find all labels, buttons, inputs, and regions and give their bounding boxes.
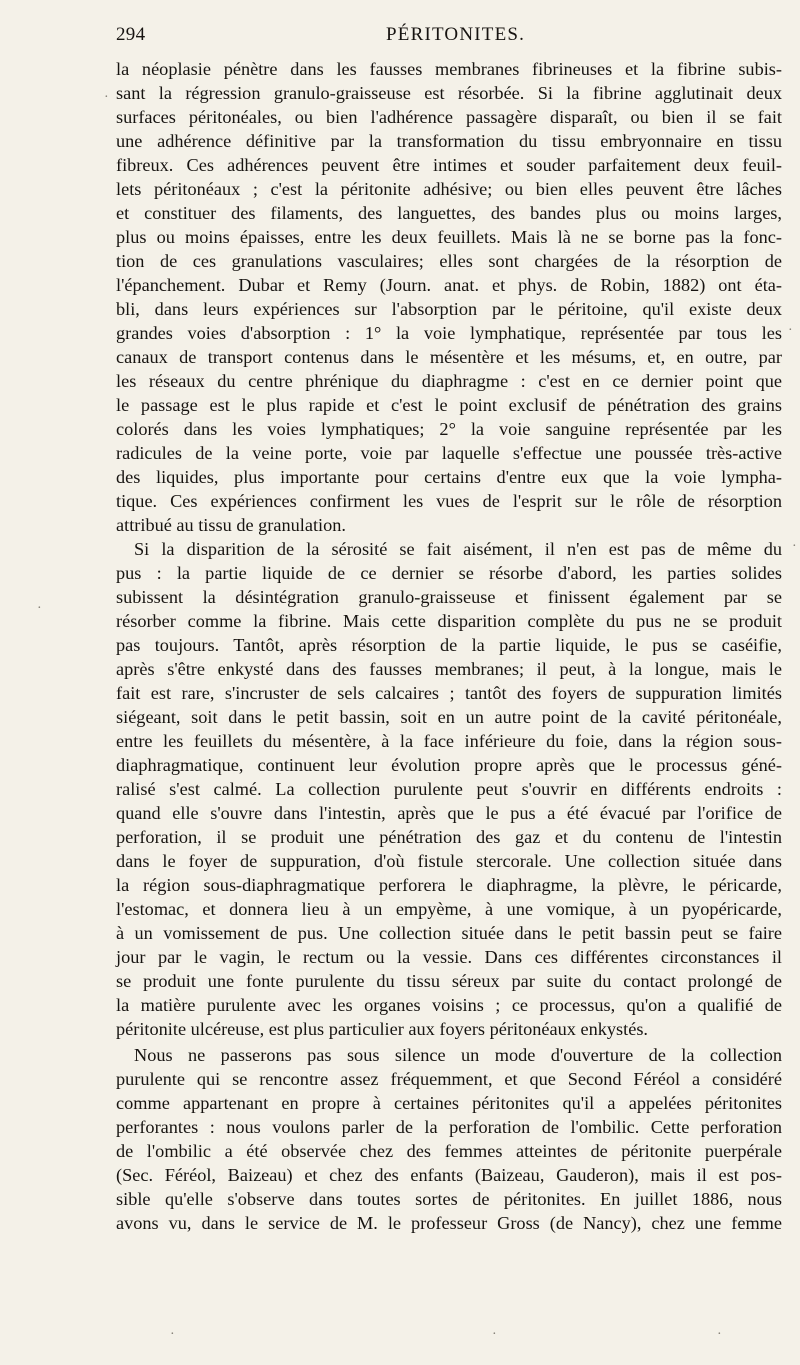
text-line: péritonite ulcéreuse, est plus particulier aux foyers péritonéaux enkystés. xyxy=(116,1019,649,1039)
text-line: plus ou moins épaisses, entre les deux feuillets. Mais là ne se borne pas la fonc- xyxy=(116,227,782,247)
text-line: la néoplasie pénètre dans les fausses membranes fibrineuses et la fibrine subis- xyxy=(116,59,782,79)
text-line: la matière purulente avec les organes voisins ; ce processus, qu'on a qualifié de xyxy=(116,995,782,1015)
text-line: canaux de transport contenus dans le mésentère et les mésums, et, en outre, par xyxy=(116,347,782,367)
page-header xyxy=(116,24,782,52)
text-line: colorés dans les voies lymphatiques; 2° la voie sanguine représentée par les xyxy=(116,419,782,439)
print-speck: · xyxy=(104,90,109,105)
text-line: bli, dans leurs expériences sur l'absorption par le péritoine, qu'il existe deux xyxy=(116,299,782,319)
text-line: le passage est le plus rapide et c'est le point exclusif de pénétration des grains xyxy=(116,395,782,415)
text-line: lets péritonéaux ; c'est la péritonite adhésive; ou bien elles peuvent être lâches xyxy=(116,179,782,199)
text-line: comme appartenant en propre à certaines péritonites qu'il a appelées péritonites xyxy=(116,1093,782,1113)
text-line: diaphragmatique, continuent leur évolution propre après que le processus géné- xyxy=(116,755,782,775)
text-line: entre les feuillets du mésentère, à la face inférieure du foie, dans la région sous- xyxy=(116,731,782,751)
text-line: dans le foyer de suppuration, d'où fistule stercorale. Une collection située dans xyxy=(116,851,782,871)
text-line: siégeant, soit dans le petit bassin, soit en un autre point de la cavité péritonéale, xyxy=(116,707,782,727)
text-line: tique. Ces expériences confirment les vues de l'esprit sur le rôle de résorption xyxy=(116,491,782,511)
text-line: sant la régression granulo-graisseuse est résorbée. Si la fibrine agglutinait deux xyxy=(116,83,782,103)
page-number: 294 xyxy=(116,24,146,45)
print-speck: · xyxy=(788,323,793,338)
print-speck: · xyxy=(792,539,797,554)
text-line: perforation, il se produit une pénétration des gaz et du contenu de l'intestin xyxy=(116,827,782,847)
paragraph-start-line: Nous ne passerons pas sous silence un mode d'ouverture de la collection xyxy=(134,1045,782,1065)
text-line: radicules de la veine porte, voie par laquelle s'effectue une poussée très-active xyxy=(116,443,782,463)
text-line: la région sous-diaphragmatique perforera le diaphragme, la plèvre, le péricarde, xyxy=(116,875,782,895)
text-line: subissent la désintégration granulo-graisseuse et finissent également par se xyxy=(116,587,782,607)
text-line: après s'être enkysté dans des fausses membranes; il peut, à la longue, mais le xyxy=(116,659,782,679)
print-speck: · xyxy=(170,1327,175,1342)
text-line: une adhérence définitive par la transformation du tissu embryonnaire en tissu xyxy=(116,131,782,151)
print-speck: · xyxy=(492,1327,497,1342)
text-line: sible qu'elle s'observe dans toutes sortes de péritonites. En juillet 1886, nous xyxy=(116,1189,782,1209)
text-line: perforantes : nous voulons parler de la perforation de l'ombilic. Cette perforation xyxy=(116,1117,782,1137)
text-line: de l'ombilic a été observée chez des femmes atteintes de péritonite puerpérale xyxy=(116,1141,782,1161)
text-line: des liquides, plus importante pour certains d'entre eux que la voie lympha- xyxy=(116,467,782,487)
text-line: pus : la partie liquide de ce dernier se résorbe d'abord, les parties solides xyxy=(116,563,782,583)
text-line: grandes voies d'absorption : 1° la voie lymphatique, représentée par tous les xyxy=(116,323,782,343)
text-line: quand elle s'ouvre dans l'intestin, après que le pus a été évacué par l'orifice de xyxy=(116,803,782,823)
text-line: avons vu, dans le service de M. le professeur Gross (de Nancy), chez une femme xyxy=(116,1213,782,1233)
paragraph-start-line: Si la disparition de la sérosité se fait aisément, il n'en est pas de même du xyxy=(134,539,782,559)
text-line: ralisé s'est calmé. La collection purulente peut s'ouvrir en différents endroits : xyxy=(116,779,782,799)
print-speck: · xyxy=(37,601,42,616)
text-line: fait est rare, s'incruster de sels calcaires ; tantôt des foyers de suppuration limités xyxy=(116,683,782,703)
text-line: fibreux. Ces adhérences peuvent être intimes et souder parfaitement deux feuil- xyxy=(116,155,782,175)
text-line: les réseaux du centre phrénique du diaphragme : c'est en ce dernier point que xyxy=(116,371,782,391)
print-speck: · xyxy=(717,1327,722,1342)
text-line: à un vomissement de pus. Une collection située dans le petit bassin peut se faire xyxy=(116,923,782,943)
text-line: jour par le vagin, le rectum ou la vessie. Dans ces différentes circonstances il xyxy=(116,947,782,967)
text-line: tion de ces granulations vasculaires; elles sont chargées de la résorption de xyxy=(116,251,782,271)
text-line: se produit une fonte purulente du tissu séreux par suite du contact prolongé de xyxy=(116,971,782,991)
text-line: l'épanchement. Dubar et Remy (Journ. anat. et phys. de Robin, 1882) ont éta- xyxy=(116,275,782,295)
text-line: pas toujours. Tantôt, après résorption de la partie liquide, le pus se caséifie, xyxy=(116,635,782,655)
text-line: surfaces péritonéales, ou bien l'adhérence passagère disparaît, ou bien il se fait xyxy=(116,107,782,127)
text-line: résorber comme la fibrine. Mais cette disparition complète du pus ne se produit xyxy=(116,611,782,631)
running-title: PÉRITONITES. xyxy=(386,24,526,45)
text-line: et constituer des filaments, des languettes, des bandes plus ou moins larges, xyxy=(116,203,782,223)
text-line: (Sec. Féréol, Baizeau) et chez des enfants (Baizeau, Gauderon), mais il est pos- xyxy=(116,1165,782,1185)
text-line: purulente qui se rencontre assez fréquemment, et que Second Féréol a considéré xyxy=(116,1069,782,1089)
text-line: l'estomac, et donnera lieu à un empyème, à une vomique, à un pyopéricarde, xyxy=(116,899,782,919)
text-line: attribué au tissu de granulation. xyxy=(116,515,346,535)
